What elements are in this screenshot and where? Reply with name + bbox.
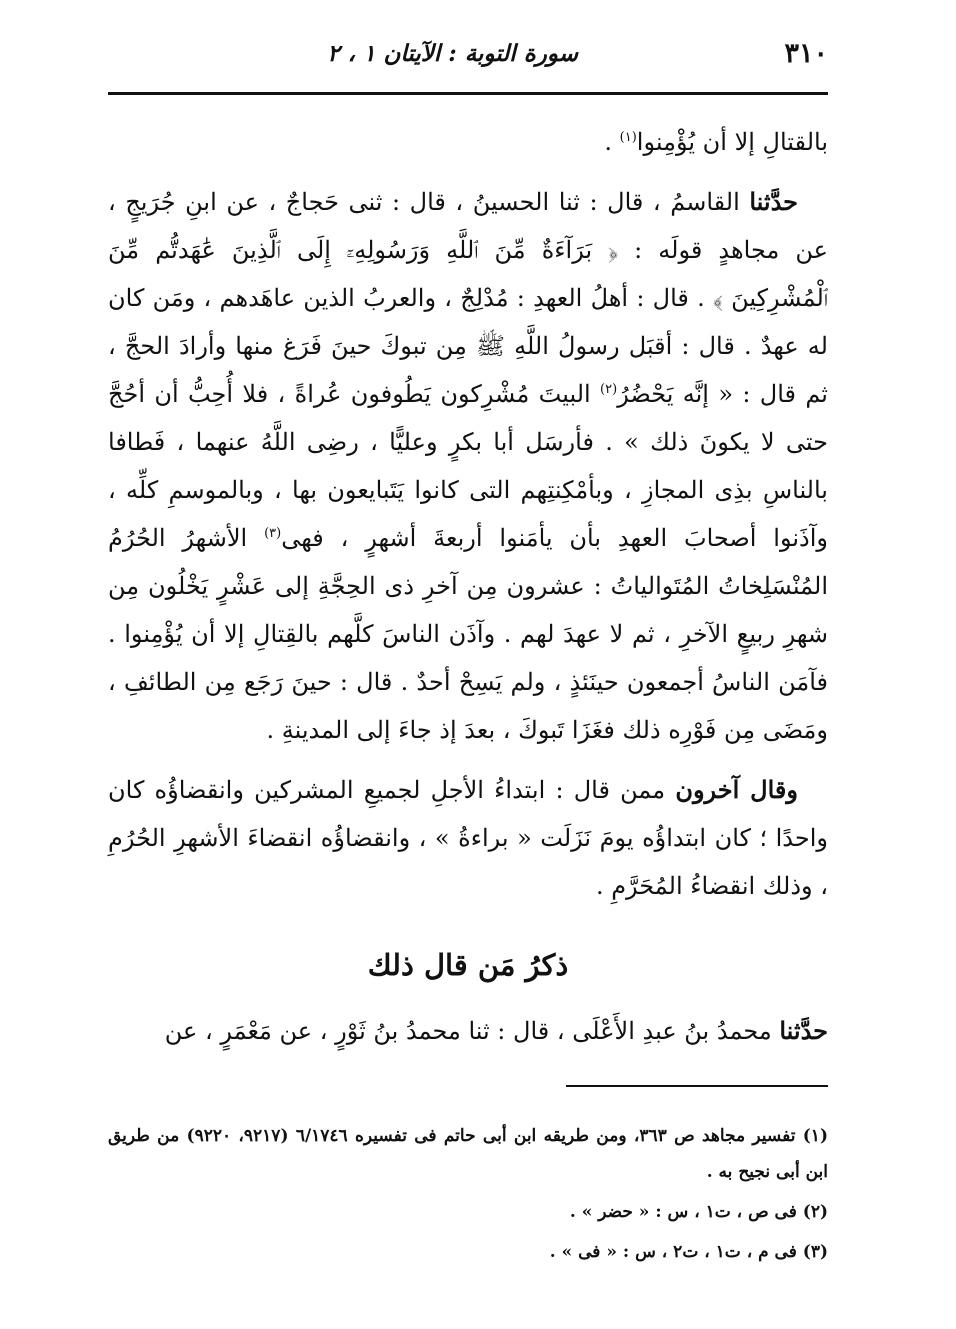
section-heading: ذكرُ مَن قال ذلك xyxy=(367,948,569,982)
paragraph-3 xyxy=(108,766,828,910)
running-title: سورة التوبة : الآيتان ١ ، ٢ xyxy=(327,40,578,67)
footnote-2: (٢) فى ص ، ت١ ، س : « حضر » . xyxy=(569,1202,828,1222)
paragraph-text: بالقتالِ إلا أن يُؤْمِنوا xyxy=(636,128,828,156)
paragraph-tail: البيتَ مُشْرِكون يَطُوفون عُراةً ، فلا أُحِبُّ أن أحُجَّ حتى لا يكونَ ذلك » . فأرسَل أبا بكرٍ وعليًّا ، رضِى اللَّهُ عنهما ، فَطافا بالناسِ بذِى المجازِ ، وبأمْكِنتِهم التى كانوا يَتَبايعون بها ، وبالموسمِ كلِّه ، وآذَنوا أصحابَ العهدِ بأن يأمَنوا أربعةَ أشهرٍ ، فهى xyxy=(108,380,828,552)
footnote-ref: (١) xyxy=(619,130,637,145)
paragraph-1 xyxy=(108,118,828,166)
footnote-1: (١) تفسير مجاهد ص ٣٦٣، ومن طريقه ابن أبى حاتم فى تفسيره ٦/١٧٤٦ (٩٢١٧، ٩٢٢٠) من طريق ابن أبى نجيح به . xyxy=(108,1126,828,1182)
paragraph-lead: وقال آخرون xyxy=(675,775,798,804)
page-header xyxy=(108,30,828,80)
footnote-rule xyxy=(566,1085,828,1087)
main-text xyxy=(108,118,828,922)
footnote-3: (٣) فى م ، ت١ ، ت٢ ، س : « فى » . xyxy=(549,1242,828,1262)
page-number: ٣١٠ xyxy=(784,38,828,69)
paragraph-tail: . xyxy=(604,128,620,156)
footnote-ref: (٣) xyxy=(264,526,282,541)
paragraph-text: القاسمُ ، قال : ثنا الحسينُ ، قال : ثنى حَجاجٌ ، عن ابنِ جُرَيجٍ ، عن مجاهدٍ قولَه : ﴿ بَرَآءَةٌ مِّنَ ٱللَّهِ وَرَسُولِهِۦٓ إِلَى ٱلَّذِينَ عَٰهَدتُّم مِّنَ ٱلْمُشْرِكِينَ ﴾ . قال : أهلُ العهدِ : مُدْلِجٌ ، والعربُ الذين عاهَدهم ، ومَن كان له عهدٌ . قال : أقبَل رسولُ اللَّهِ ﷺ مِن تبوكَ حينَ فَرَغ منها وأرادَ الحجَّ ، ثم قال : « إنَّه يَحْضُرُ xyxy=(108,188,828,408)
paragraph-2 xyxy=(108,178,828,754)
header-rule xyxy=(108,92,828,95)
footnote-ref: (٢) xyxy=(600,382,618,397)
paragraph-lead: حدَّثنا xyxy=(749,187,798,216)
footnotes xyxy=(108,1118,828,1274)
paragraph-tail: الأشهرُ الحُرُمُ المُنْسَلِخاتُ المُتَوالياتُ : عشرون مِن آخرِ ذى الحِجَّةِ إلى عَشْرٍ يَخْلُون مِن شهرِ ربيعٍ الآخرِ ، ثم لا عهدَ لهم . وآذَن الناسَ كلَّهم بالقِتالِ إلا أن يُؤْمِنوا . فآمَن الناسُ أجمعون حينَئذٍ ، ولم يَسِحْ أحدٌ . قال : حينَ رَجَع مِن الطائفِ ، ومَضَى مِن فَوْرِه ذلك فغَزَا تَبوكَ ، بعدَ إذ جاءَ إلى المدينةِ . xyxy=(108,524,828,744)
paragraph-text: محمدُ بنُ عبدِ الأَعْلَى ، قال : ثنا محمدُ بنُ ثَوْرٍ ، عن مَعْمَرٍ ، عن xyxy=(164,1017,780,1045)
paragraph-lead: حدَّثنا xyxy=(779,1016,828,1045)
paragraph-4 xyxy=(108,1008,828,1054)
paragraph-text: ممن قال : ابتداءُ الأجلِ لجميعِ المشركين وانقضاؤُه كان واحدًا ؛ كان ابتداؤُه يومَ نَزَلَت « براءةُ » ، وانقضاؤُه انقضاءَ الأشهرِ الحُرُمِ ، وذلك انقضاءُ المُحَرَّمِ . xyxy=(108,776,828,900)
